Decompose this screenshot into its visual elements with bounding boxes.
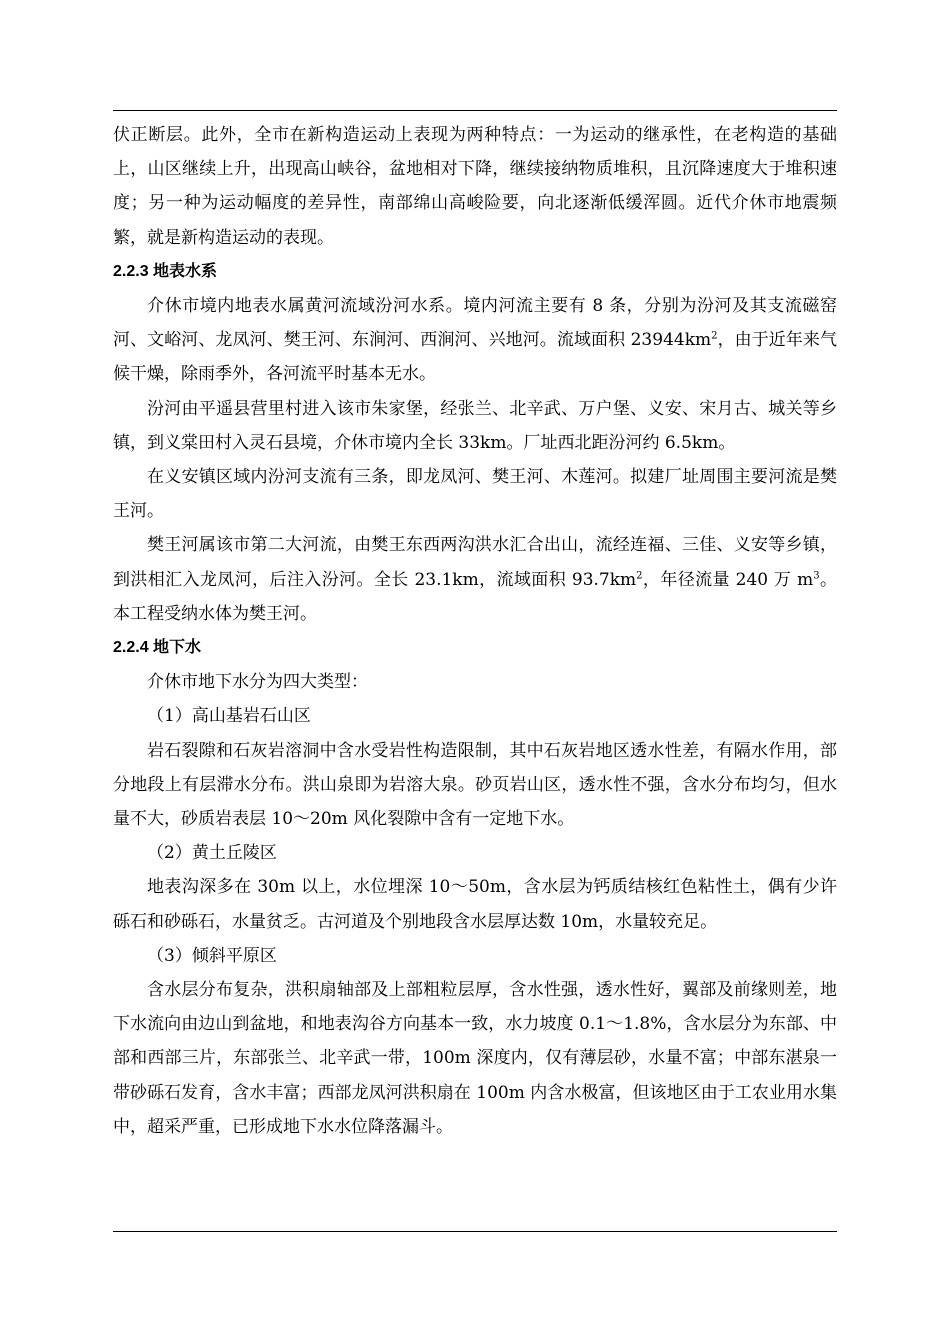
section-heading-2-2-4: 2.2.4 地下水 [113, 639, 202, 657]
page-body [113, 118, 837, 1144]
paragraph-text: ，由于近年来气候干燥，除雨季外，各河流平时基本无水。 [113, 330, 838, 385]
paragraph-groundwater-types: 介休市地下水分为四大类型： [147, 672, 368, 693]
paragraph-surface-water [113, 289, 837, 392]
superscript: 2 [711, 330, 718, 342]
paragraph-loess-hills: 地表沟深多在 30m 以上，水位埋深 10～50m，含水层为钙质结核红色粘性土，偶有少许砾石和砂砾石，水量贫乏。古河道及个别地段含水层厚达数 10m，水量较充足。 [113, 877, 837, 932]
paragraph-fen-river: 汾河由平遥县营里村进入该市朱家堡，经张兰、北辛武、万户堡、义安、宋月古、城关等乡镇，到义棠田村入灵石县境，介休市境内全长 33km。厂址西北距汾河约 6.5km。 [113, 398, 837, 453]
paragraph-neotectonics: 伏正断层。此外，全市在新构造运动上表现为两种特点：一为运动的继承性，在老构造的基础上，山区继续上升，出现高山峡谷，盆地相对下降，继续接纳物质堆积，且沉降速度大于堆积速度；另一种为运动幅度的差异性，南部绵山高峻险要，向北逐渐低缓浑圆。近代介休市地震频繁，就是新构造运动的表现。 [113, 125, 837, 248]
header-rule [113, 110, 837, 111]
paragraph-sloping-plain: 含水层分布复杂，洪积扇轴部及上部粗粒层厚，含水性强，透水性好，翼部及前缘则差，地下水流向由边山到盆地，和地表沟谷方向基本一致，水力坡度 0.1～1.8%，含水层分为东部、中部和西部三片，东部张兰、北辛武一带，100m 深度内，仅有薄层砂，水量不富；中部东湛泉一带砂砾石发育，含水丰富；西部龙凤河洪积扇在 100m 内含水极富，但该地区由于工农业用水集中，超采严重，已形成地下水水位降落漏斗。 [113, 980, 837, 1137]
superscript: 3 [813, 569, 820, 581]
subheading-sloping-plain: （3）倾斜平原区 [147, 945, 277, 966]
paragraph-tributaries: 在义安镇区域内汾河支流有三条，即龙凤河、樊王河、木莲河。拟建厂址周围主要河流是樊王河。 [113, 467, 837, 522]
paragraph-text: 介休市境内地表水属黄河流域汾河水系。境内河流主要有 8 条，分别为汾河及其支流磁窑河、文峪河、龙凤河、樊王河、东涧河、西涧河、兴地河。流域面积 23944km [113, 296, 837, 351]
section-heading-2-2-3: 2.2.3 地表水系 [113, 262, 218, 280]
paragraph-text: 樊王河属该市第二大河流，由樊王东西两沟洪水汇合出山，流经连福、三佳、义安等乡镇，到洪相汇入龙凤河，后注入汾河。全长 23.1km，流域面积 93.7km [113, 535, 837, 590]
footer-rule [113, 1231, 837, 1232]
paragraph-fanwang-river [113, 528, 837, 631]
paragraph-text: 。本工程受纳水体为樊王河。 [113, 569, 838, 624]
paragraph-text: ，年径流量 240 万 m [642, 569, 814, 590]
subheading-bedrock: （1）高山基岩石山区 [147, 706, 311, 727]
superscript: 2 [636, 569, 643, 581]
paragraph-bedrock: 岩石裂隙和石灰岩溶洞中含水受岩性构造限制，其中石灰岩地区透水性差，有隔水作用，部分地段上有层滞水分布。洪山泉即为岩溶大泉。砂页岩山区，透水性不强，含水分布均匀，但水量不大，砂质岩表层 10～20m 风化裂隙中含有一定地下水。 [113, 740, 837, 830]
subheading-loess-hills: （2）黄土丘陵区 [147, 843, 277, 864]
